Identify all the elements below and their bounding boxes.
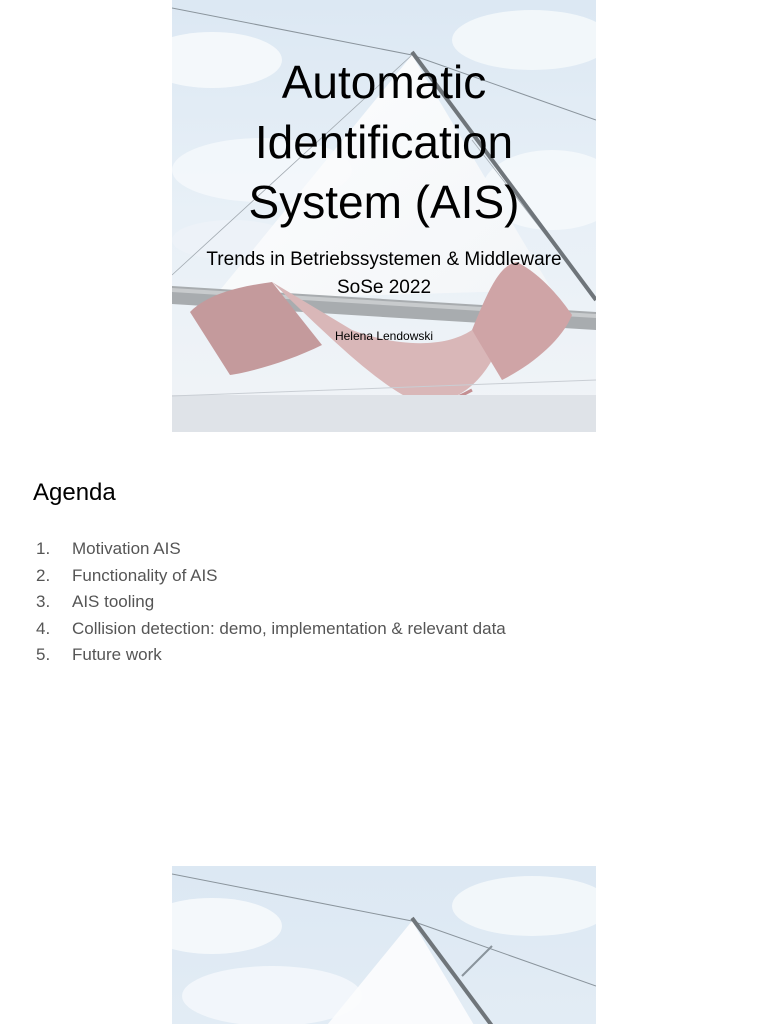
agenda-heading: Agenda — [33, 479, 116, 506]
subtitle-line: Trends in Betriebssystemen & Middleware — [206, 249, 562, 270]
agenda-item — [36, 563, 506, 590]
third-slide — [172, 866, 596, 1024]
title-slide — [172, 0, 596, 432]
agenda-list — [36, 536, 506, 669]
agenda-item-number: 2. — [36, 565, 51, 585]
agenda-item-text: AIS tooling — [72, 592, 155, 612]
title-line: Automatic — [281, 56, 487, 108]
sailing-mast-photo — [172, 866, 596, 1024]
agenda-item — [36, 616, 506, 643]
agenda-item-number: 1. — [36, 539, 51, 558]
agenda-item-number: 4. — [36, 618, 51, 638]
title-line: Identification — [254, 116, 514, 168]
subtitle-line: SoSe 2022 — [336, 277, 432, 298]
agenda-item — [36, 589, 506, 616]
agenda-item-text: Future work — [72, 645, 162, 665]
agenda-item-text: Collision detection: demo, implementation & relevant data — [72, 618, 506, 638]
title-line: System (AIS) — [248, 176, 520, 228]
agenda-item-number: 5. — [36, 645, 51, 665]
agenda-item-number: 3. — [36, 592, 51, 612]
presentation-subtitle — [172, 246, 596, 302]
agenda-item-text: Functionality of AIS — [72, 565, 218, 585]
agenda-item — [36, 642, 506, 669]
presentation-title — [172, 52, 596, 232]
agenda-item-text: Motivation AIS — [72, 539, 181, 558]
author-name: Helena Lendowski — [334, 329, 434, 343]
agenda-item — [36, 536, 506, 563]
